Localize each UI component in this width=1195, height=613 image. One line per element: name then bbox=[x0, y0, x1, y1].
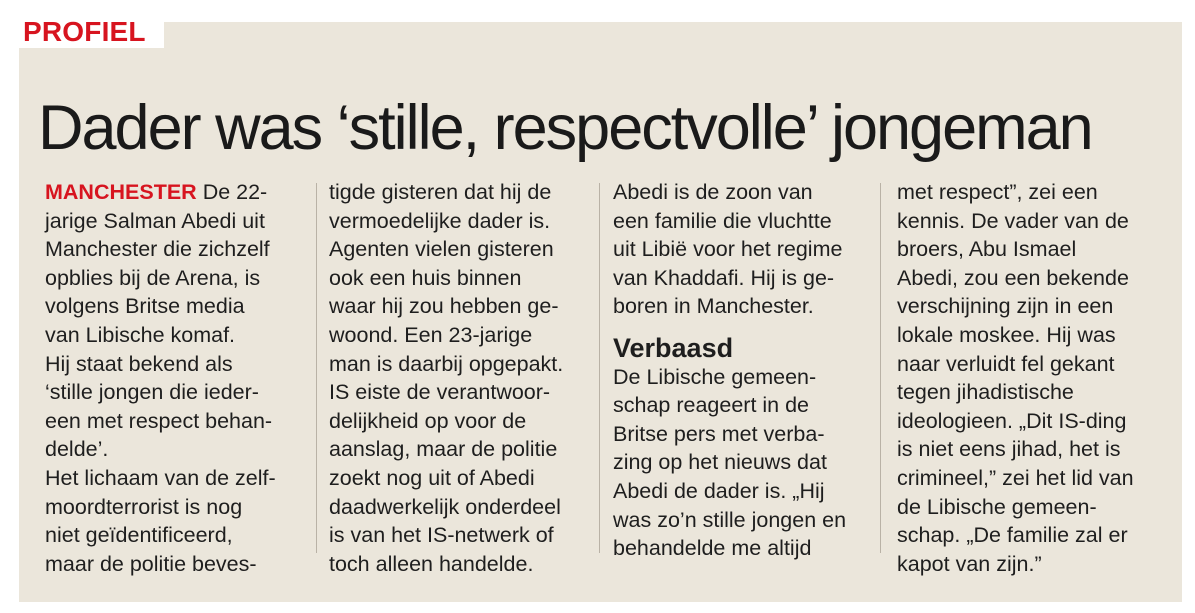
text-line: ‘stille jongen die ieder- bbox=[45, 380, 259, 405]
text-line: boren in Manchester. bbox=[613, 294, 814, 319]
text-line: schap. „De familie zal er bbox=[897, 523, 1128, 548]
text-line: maar de politie beves- bbox=[45, 551, 257, 576]
text-line: aanslag, maar de politie bbox=[329, 437, 558, 462]
text-line: toch alleen handelde. bbox=[329, 551, 534, 576]
text-line: niet geïdentificeerd, bbox=[45, 523, 233, 548]
text-line: daadwerkelijk onderdeel bbox=[329, 494, 561, 519]
text-line: Abedi is de zoon van bbox=[613, 180, 813, 204]
headline: Dader was ‘stille, respectvolle’ jongeman bbox=[38, 93, 1092, 163]
text-line: Britse pers met verba- bbox=[613, 421, 825, 446]
text-line: MANCHESTER De 22- bbox=[45, 180, 268, 204]
text-line: uit Libië voor het regime bbox=[613, 237, 843, 262]
text-line: Abedi de dader is. „Hij bbox=[613, 478, 825, 503]
text-line: ideologieen. „Dit IS-ding bbox=[897, 408, 1127, 433]
column-2 bbox=[329, 178, 579, 578]
text-line: delijkheid op voor de bbox=[329, 408, 527, 433]
text-line: woond. Een 23-jarige bbox=[329, 322, 533, 347]
text-line: Hij staat bekend als bbox=[45, 351, 233, 376]
text-line: Agenten vielen gisteren bbox=[329, 237, 554, 262]
column-divider bbox=[599, 183, 600, 553]
text-line: van Khaddafi. Hij is ge- bbox=[613, 265, 835, 290]
text-line: moordterrorist is nog bbox=[45, 494, 243, 519]
text-line: een familie die vluchtte bbox=[613, 208, 832, 233]
text-line: schap reageert in de bbox=[613, 393, 810, 418]
text-line: een met respect behan- bbox=[45, 408, 273, 433]
text-line: verschijning zijn in een bbox=[897, 294, 1114, 319]
text-line: kennis. De vader van de bbox=[897, 208, 1129, 233]
text-line: vermoedelijke dader is. bbox=[329, 208, 551, 233]
dateline: MANCHESTER bbox=[45, 180, 197, 204]
column-3 bbox=[613, 178, 863, 563]
text-line: naar verluidt fel gekant bbox=[897, 351, 1115, 376]
text-line: Het lichaam van de zelf- bbox=[45, 465, 276, 490]
text-line: behandelde me altijd bbox=[613, 536, 812, 561]
text-line: man is daarbij opgepakt. bbox=[329, 351, 564, 376]
text-line: van Libische komaf. bbox=[45, 322, 236, 347]
text-line: waar hij zou hebben ge- bbox=[329, 294, 559, 319]
text-line: IS eiste de verantwoor- bbox=[329, 380, 551, 405]
subheading: Verbaasd bbox=[613, 332, 734, 363]
text-line: jarige Salman Abedi uit bbox=[45, 208, 265, 233]
section-label: PROFIEL bbox=[23, 16, 146, 47]
text-line: Manchester die zichzelf bbox=[45, 237, 270, 262]
text-line: delde’. bbox=[45, 437, 109, 462]
text-line: was zo’n stille jongen en bbox=[613, 507, 847, 532]
column-divider bbox=[316, 183, 317, 553]
column-1 bbox=[45, 178, 295, 578]
column-divider bbox=[880, 183, 881, 553]
text-line: tigde gisteren dat hij de bbox=[329, 180, 552, 204]
text-line: Abedi, zou een bekende bbox=[897, 265, 1129, 290]
text-line: volgens Britse media bbox=[45, 294, 245, 319]
text-line: De Libische gemeen- bbox=[613, 364, 817, 389]
text-line: crimineel,” zei het lid van bbox=[897, 465, 1134, 490]
text-line: zoekt nog uit of Abedi bbox=[329, 465, 535, 490]
section-tag bbox=[4, 2, 164, 48]
text-line: tegen jihadistische bbox=[897, 380, 1074, 405]
text-line: met respect”, zei een bbox=[897, 180, 1098, 204]
text-line: lokale moskee. Hij was bbox=[897, 322, 1116, 347]
text-line: kapot van zijn.” bbox=[897, 551, 1042, 576]
text-line: is van het IS-netwerk of bbox=[329, 523, 554, 548]
column-4 bbox=[897, 178, 1147, 578]
text-line: opblies bij de Arena, is bbox=[45, 265, 261, 290]
text-line: is niet eens jihad, het is bbox=[897, 437, 1121, 462]
text-line: zing op het nieuws dat bbox=[613, 450, 827, 475]
text-line: broers, Abu Ismael bbox=[897, 237, 1077, 262]
text-line: de Libische gemeen- bbox=[897, 494, 1097, 519]
text-line: ook een huis binnen bbox=[329, 265, 522, 290]
